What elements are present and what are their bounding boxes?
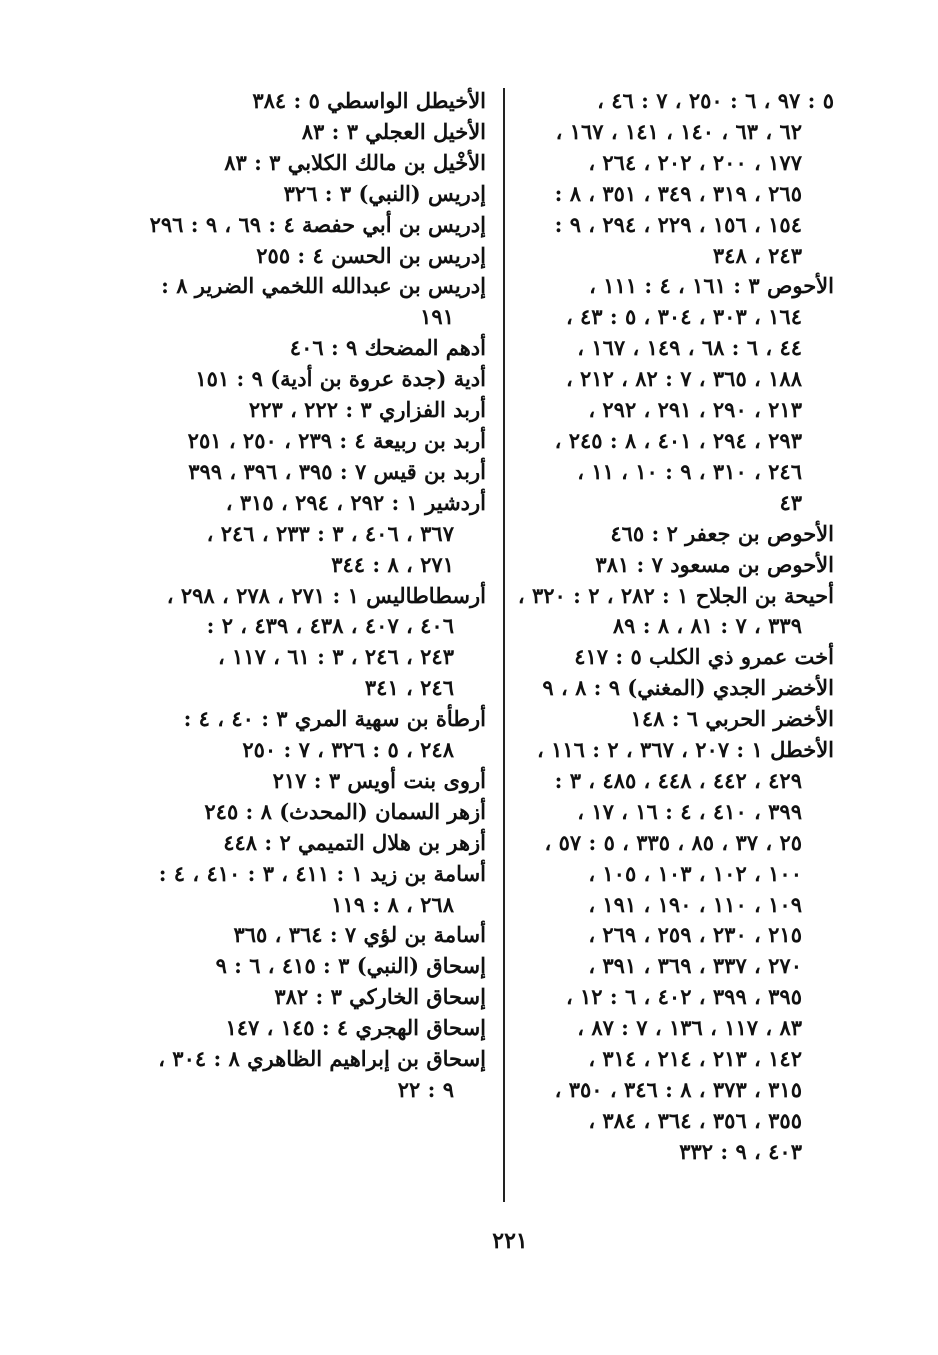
- index-entry: أدية (جدة عروة بن أدية) ٩ : ١٥١: [195, 366, 486, 392]
- index-entry: أحيحة بن الجلاح ١ : ٢٨٢ ، ٢ : ٣٢٠ ،: [517, 582, 834, 608]
- index-entry: الأحوص ٣ : ١٦١ ، ٤ : ١١١ ،: [589, 273, 834, 299]
- index-entry-continuation: ٢١٥ ، ٢٣٠ ، ٢٥٩ ، ٢٦٩ ،: [588, 922, 802, 948]
- index-entry-continuation: ٣٩٥ ، ٣٩٩ ، ٤٠٢ ، ٦ : ١٢ ،: [565, 984, 802, 1010]
- index-entry: أخت عمرو ذي الكلب ٥ : ٤١٧: [574, 644, 834, 670]
- index-entry-continuation: ٢٤٣ ، ٢٤٦ ، ٣ : ٦١ ، ١١٧ ،: [217, 644, 454, 670]
- index-entry: أسامة بن لؤي ٧ : ٣٦٤ ، ٣٦٥: [233, 922, 486, 948]
- index-entry: أرطأة بن سهية المري ٣ : ٤٠ ، ٤ :: [183, 706, 486, 732]
- index-entry: الأحوص بن مسعود ٧ : ٣٨١: [595, 551, 834, 577]
- index-entry: أرسطاطاليس ١ : ٢٧١ ، ٢٧٨ ، ٢٩٨ ،: [166, 582, 486, 608]
- index-entry: أردشير ١ : ٢٩٢ ، ٢٩٤ ، ٣١٥ ،: [225, 489, 486, 515]
- index-entry-continuation: ٣٩٩ ، ٤١٠ ، ٤ : ١٦ ، ١٧ ،: [577, 798, 802, 824]
- index-column-right: [517, 86, 834, 1168]
- index-entry-continuation: ٤٣: [779, 489, 802, 515]
- index-entry: أربد بن قيس ٧ : ٣٩٥ ، ٣٩٦ ، ٣٩٩: [188, 458, 486, 484]
- index-entry: الأخضر الجدي (المغني) ٩ : ٨ ، ٩: [542, 675, 834, 701]
- index-column-left: [150, 86, 486, 1106]
- index-entry-continuation: ٢٦٥ ، ٣١٩ ، ٣٤٩ ، ٣٥١ ، ٨ :: [554, 180, 802, 206]
- index-entry-continuation: ٢٤٦ ، ٣١٠ ، ٩ : ١٠ ، ١١ ،: [577, 458, 802, 484]
- index-entry-continuation: ٨٣ ، ١١٧ ، ١٣٦ ، ٧ : ٨٧ ،: [577, 1015, 802, 1041]
- index-entry: الأخطل ١ : ٢٠٧ ، ٣٦٧ ، ٢ : ١١٦ ،: [537, 737, 834, 763]
- index-entry: أربد الفزاري ٣ : ٢٢٢ ، ٢٢٣: [248, 397, 486, 423]
- index-entry: إدريس (النبي) ٣ : ٣٢٦: [283, 180, 486, 206]
- index-entry-continuation: ١٤٢ ، ٢١٣ ، ٢١٤ ، ٣١٤ ،: [588, 1046, 802, 1072]
- page-number: ٢٢١: [492, 1228, 528, 1254]
- index-entry-continuation: ٣٦٧ ، ٤٠٦ ، ٣ : ٢٣٣ ، ٢٤٦ ،: [206, 520, 454, 546]
- index-entry: أربد بن ربيعة ٤ : ٢٣٩ ، ٢٥٠ ، ٢٥١: [187, 427, 486, 453]
- index-entry: أروى بنت أويس ٣ : ٢١٧: [272, 767, 486, 793]
- index-entry-continuation: ٣٣٩ ، ٧ : ٨١ ، ٨ : ٨٩: [612, 613, 802, 639]
- index-entry-continuation: ٢٤٦ ، ٣٤١: [364, 675, 454, 701]
- index-entry: إسحاق الخاركي ٣ : ٣٨٢: [274, 984, 486, 1010]
- index-entry: إسحاق بن إبراهيم الظاهري ٨ : ٣٠٤ ،: [158, 1046, 486, 1072]
- index-entry-continuation: ٤٢٩ ، ٤٤٢ ، ٤٤٨ ، ٤٨٥ ، ٣ :: [554, 767, 802, 793]
- index-entry-continuation: ٩ : ٢٢: [397, 1077, 454, 1102]
- index-entry-continuation: ٢٦٨ ، ٨ : ١١٩: [331, 891, 454, 917]
- index-entry-continuation: ١٠٩ ، ١١٠ ، ١٩٠ ، ١٩١ ،: [588, 891, 802, 917]
- index-entry: إسحاق (النبي) ٣ : ٤١٥ ، ٦ : ٩: [215, 953, 486, 979]
- index-entry: الأخْيل بن مالك الكلابي ٣ : ٨٣: [224, 149, 486, 175]
- index-entry: أزهر السمان (المحدث) ٨ : ٢٤٥: [204, 798, 486, 824]
- index-entry: الأخيل العجلي ٣ : ٨٣: [301, 118, 486, 144]
- index-entry-continuation: ٤٤ ، ٦ : ٦٨ ، ١٤٩ ، ١٦٧ ،: [577, 335, 802, 361]
- index-entry-continuation: ٢١٣ ، ٢٩٠ ، ٢٩١ ، ٢٩٢ ،: [588, 397, 802, 423]
- column-divider: [503, 88, 505, 1202]
- index-entry-continuation: ٣٥٥ ، ٣٥٦ ، ٣٦٤ ، ٣٨٤ ،: [588, 1107, 802, 1133]
- index-entry: الأخيطل الواسطي ٥ : ٣٨٤: [252, 88, 486, 113]
- index-entry: إسحاق الهجري ٤ : ١٤٥ ، ١٤٧: [225, 1015, 486, 1041]
- index-entry-continuation: ٢٩٣ ، ٢٩٤ ، ٤٠١ ، ٨ : ٢٤٥ ،: [554, 427, 802, 453]
- index-entry: إدريس بن عبدالله اللخمي الضرير ٨ :: [161, 273, 486, 299]
- index-entry: أسامة بن زيد ١ : ٤١١ ، ٣ : ٤١٠ ، ٤ :: [158, 860, 486, 886]
- index-entry-continuation: ١٨٨ ، ٣٦٥ ، ٧ : ٨٢ ، ٢١٢ ،: [565, 366, 802, 392]
- index-entry-continuation: ٢٧٠ ، ٣٣٧ ، ٣٦٩ ، ٣٩١ ،: [588, 953, 802, 979]
- index-entry: الأحوص بن جعفر ٢ : ٤٦٥: [610, 520, 834, 546]
- index-entry-continuation: ٣١٥ ، ٣٧٣ ، ٨ : ٣٤٦ ، ٣٥٠ ،: [554, 1077, 802, 1102]
- index-entry-continuation: ١٦٤ ، ٣٠٣ ، ٣٠٤ ، ٥ : ٤٣ ،: [565, 304, 802, 330]
- index-entry-continuation: ٢٤٣ ، ٣٤٨: [712, 242, 802, 268]
- index-entry: أدهم المضحك ٩ : ٤٠٦: [289, 335, 486, 361]
- index-entry-continuation: ١٠٠ ، ١٠٢ ، ١٠٣ ، ١٠٥ ،: [588, 860, 802, 886]
- index-entry: الأخضر الحربي ٦ : ١٤٨: [630, 706, 834, 732]
- index-entry: ٥ : ٩٧ ، ٦ : ٢٥٠ ، ٧ : ٤٦ ،: [597, 88, 834, 113]
- index-entry-continuation: ١٥٤ ، ١٥٦ ، ٢٢٩ ، ٢٩٤ ، ٩ :: [554, 211, 802, 237]
- index-entry-continuation: ٢٧١ ، ٨ : ٣٤٤: [331, 551, 454, 577]
- index-entry: أزهر بن هلال التميمي ٢ : ٤٤٨: [223, 829, 486, 855]
- index-entry: إدريس بن أبي حفصة ٤ : ٦٩ ، ٩ : ٢٩٦: [149, 211, 486, 237]
- index-entry-continuation: ٤٠٦ ، ٤٠٧ ، ٤٣٨ ، ٤٣٩ ، ٢ :: [206, 613, 454, 639]
- index-entry-continuation: ١٧٧ ، ٢٠٠ ، ٢٠٢ ، ٢٦٤ ،: [588, 149, 802, 175]
- index-entry: إدريس بن الحسن ٤ : ٢٥٥: [256, 242, 486, 268]
- index-entry-continuation: ٢٥ ، ٣٧ ، ٨٥ ، ٣٣٥ ، ٥ : ٥٧ ،: [544, 829, 802, 855]
- index-entry-continuation: ٦٢ ، ٦٣ ، ١٤٠ ، ١٤١ ، ١٦٧ ،: [555, 118, 802, 144]
- index-entry-continuation: ١٩١: [420, 304, 454, 330]
- index-entry-continuation: ٢٤٨ ، ٥ : ٣٢٦ ، ٧ : ٢٥٠: [242, 737, 454, 763]
- index-entry-continuation: ٤٠٣ ، ٩ : ٣٣٢: [679, 1138, 802, 1164]
